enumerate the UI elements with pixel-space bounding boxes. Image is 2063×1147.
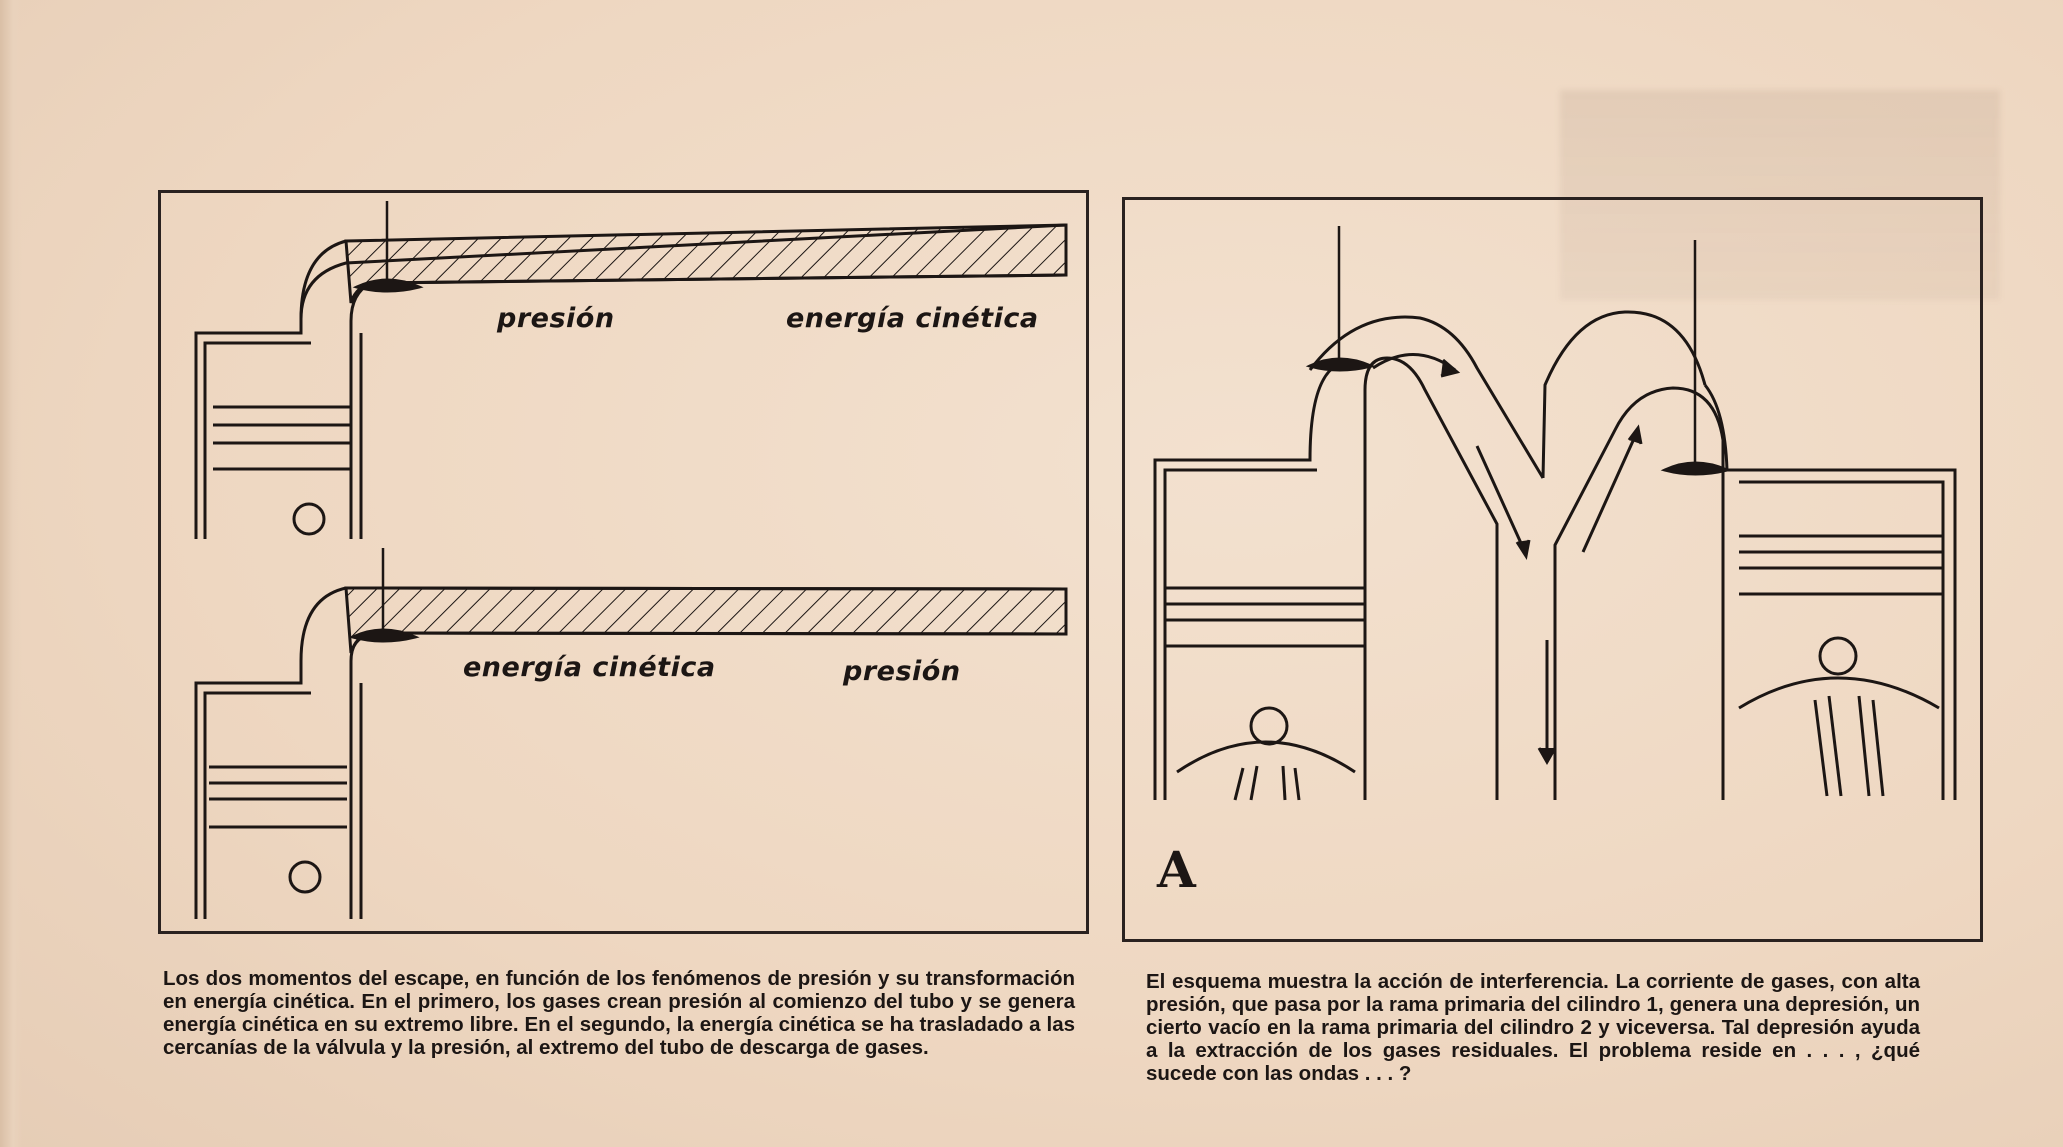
cylinder-2-rod: [1859, 696, 1869, 796]
y-pipe-right-inner: [1555, 388, 1723, 800]
cylinder-1-rod: [1283, 766, 1285, 800]
cylinder-2-rod: [1873, 700, 1883, 796]
interference-drawing: [1125, 200, 1986, 945]
caption-exhaust-moments: Los dos momentos del escape, en función de los fenómenos de presión y su transformación en energía cinética. En el primero, los gases crean presión al comienzo del tubo y se genera energía cinética en su extremo libre. En el segundo, la energía cinética se ha trasladado a las cercanías de la válvula y la presión, al extremo del tubo de descarga de gases.: [163, 967, 1075, 1059]
y-pipe-left-outer: [1310, 317, 1543, 478]
flow-arrow-diagonal-up: [1583, 432, 1637, 552]
top-pipe-top-edge: [301, 241, 346, 319]
bottom-piston-pin: [290, 862, 320, 892]
y-pipe-right-outer: [1543, 312, 1705, 478]
cylinder-1-wall: [1155, 365, 1337, 800]
page-fold-shadow: [0, 0, 22, 1147]
cylinder-1-rod: [1251, 766, 1257, 800]
caption-interference: El esquema muestra la acción de interferencia. La corriente de gases, con alta presión, que pasa por la rama primaria del cilindro 1, genera una depresión, un cierto vacío en la rama primaria del cilindro 2 y viceversa. Tal depresión ayuda a la extracción de los gases residuales. El problema reside en . . . , ¿qué sucede con las ondas . . . ?: [1146, 970, 1920, 1085]
bottom-cylinder-inner: [205, 693, 311, 919]
top-pressure-label: presión: [497, 303, 615, 334]
top-piston-pin: [294, 504, 324, 534]
top-pipe-hatch: [346, 225, 1066, 303]
cylinder-2-inner: [1739, 482, 1943, 800]
cylinder-1-rod: [1235, 768, 1243, 800]
cylinder-2-crown: [1739, 678, 1939, 708]
cylinder-1-inner: [1165, 470, 1317, 800]
bottom-pressure-label: presión: [843, 656, 961, 687]
cylinder-2-pin: [1820, 638, 1856, 674]
top-kinetic-energy-label: energía cinética: [786, 303, 1039, 334]
bottom-pipe-hatch: [346, 588, 1066, 653]
bottom-kinetic-energy-label: energía cinética: [463, 652, 716, 683]
exhaust-moments-diagram: [158, 190, 1089, 934]
flow-arrow-diagonal-down-head: [1517, 540, 1529, 556]
cylinder-1-crown: [1177, 742, 1355, 772]
cylinder-2-rod: [1829, 696, 1841, 796]
flow-arrow-vertical-down-head: [1539, 748, 1555, 762]
y-pipe-left-inner: [1365, 358, 1497, 800]
bottom-cylinder-wall: [196, 588, 1066, 919]
flow-arrow-top-head: [1441, 360, 1457, 376]
cylinder-1-pin: [1251, 708, 1287, 744]
cylinder-2-valve-head: [1665, 463, 1727, 474]
panel-letter: A: [1157, 840, 1196, 899]
cylinder-2-rod: [1815, 700, 1827, 796]
interference-diagram: [1122, 197, 1983, 942]
top-cylinder-inner: [205, 343, 311, 539]
flow-arrow-diagonal-up-head: [1629, 428, 1641, 444]
cylinder-1-rod: [1295, 768, 1299, 800]
